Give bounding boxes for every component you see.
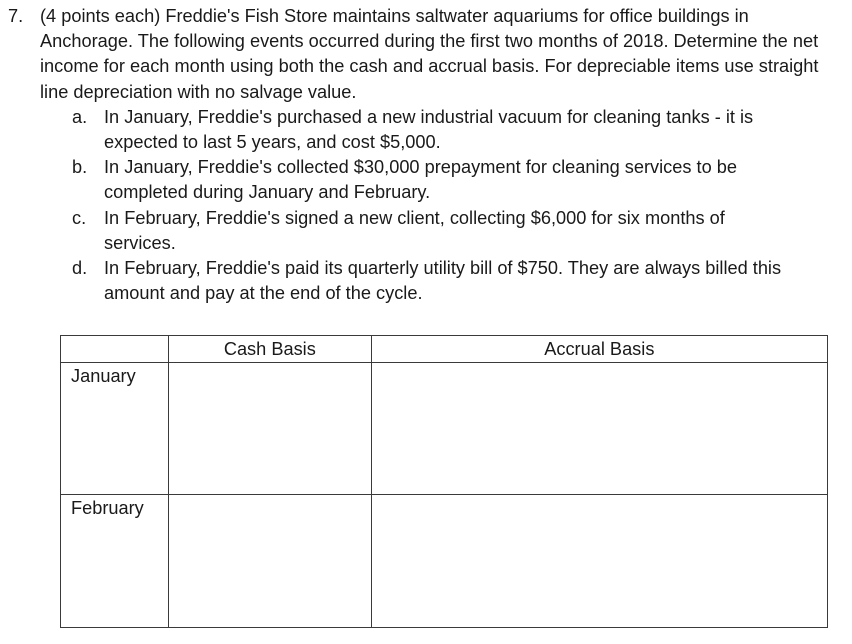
event-item-a	[72, 105, 838, 155]
question-block	[8, 4, 838, 306]
header-blank	[61, 336, 169, 363]
question-header	[8, 4, 838, 105]
event-text: In February, Freddie's signed a new client, collecting $6,000 for six months of services.	[104, 207, 725, 253]
table-row-february	[61, 495, 828, 628]
event-item-b	[72, 155, 838, 205]
event-item-c	[72, 206, 838, 256]
event-letter: d.	[72, 258, 88, 279]
event-letter: a.	[72, 106, 88, 127]
question-prompt: (4 points each) Freddie's Fish Store maintains saltwater aquariums for office buildings in Anchorage. The following events occurred during the first two months of 2018. Determine the net income for each month using both the cash and accrual basis. For depreciable items use straight line depreciation with no salvage value.	[40, 6, 819, 102]
cell-january-accrual[interactable]	[371, 363, 827, 495]
event-letter: c.	[72, 207, 87, 228]
event-text: In January, Freddie's collected $30,000 prepayment for cleaning services to be completed during January and February.	[104, 157, 737, 203]
cell-february-cash[interactable]	[168, 495, 371, 628]
event-item-d	[72, 256, 838, 306]
row-label-february: February	[61, 495, 169, 628]
event-text: In February, Freddie's paid its quarterly utility bill of $750. They are always billed this amount and pay at the end of the cycle.	[104, 258, 782, 304]
event-letter: b.	[72, 157, 88, 178]
table-row-january	[61, 363, 828, 495]
cell-january-cash[interactable]	[168, 363, 371, 495]
event-text: In January, Freddie's purchased a new industrial vacuum for cleaning tanks - it is expected to last 5 years, and cost $5,000.	[104, 106, 754, 153]
header-cash-basis: Cash Basis	[168, 336, 371, 363]
event-list	[8, 105, 838, 307]
answer-table	[60, 335, 828, 628]
cell-february-accrual[interactable]	[371, 495, 827, 628]
header-accrual-basis: Accrual Basis	[371, 336, 827, 363]
row-label-january: January	[61, 363, 169, 495]
table-header-row	[61, 336, 828, 363]
question-number: 7.	[8, 6, 24, 26]
